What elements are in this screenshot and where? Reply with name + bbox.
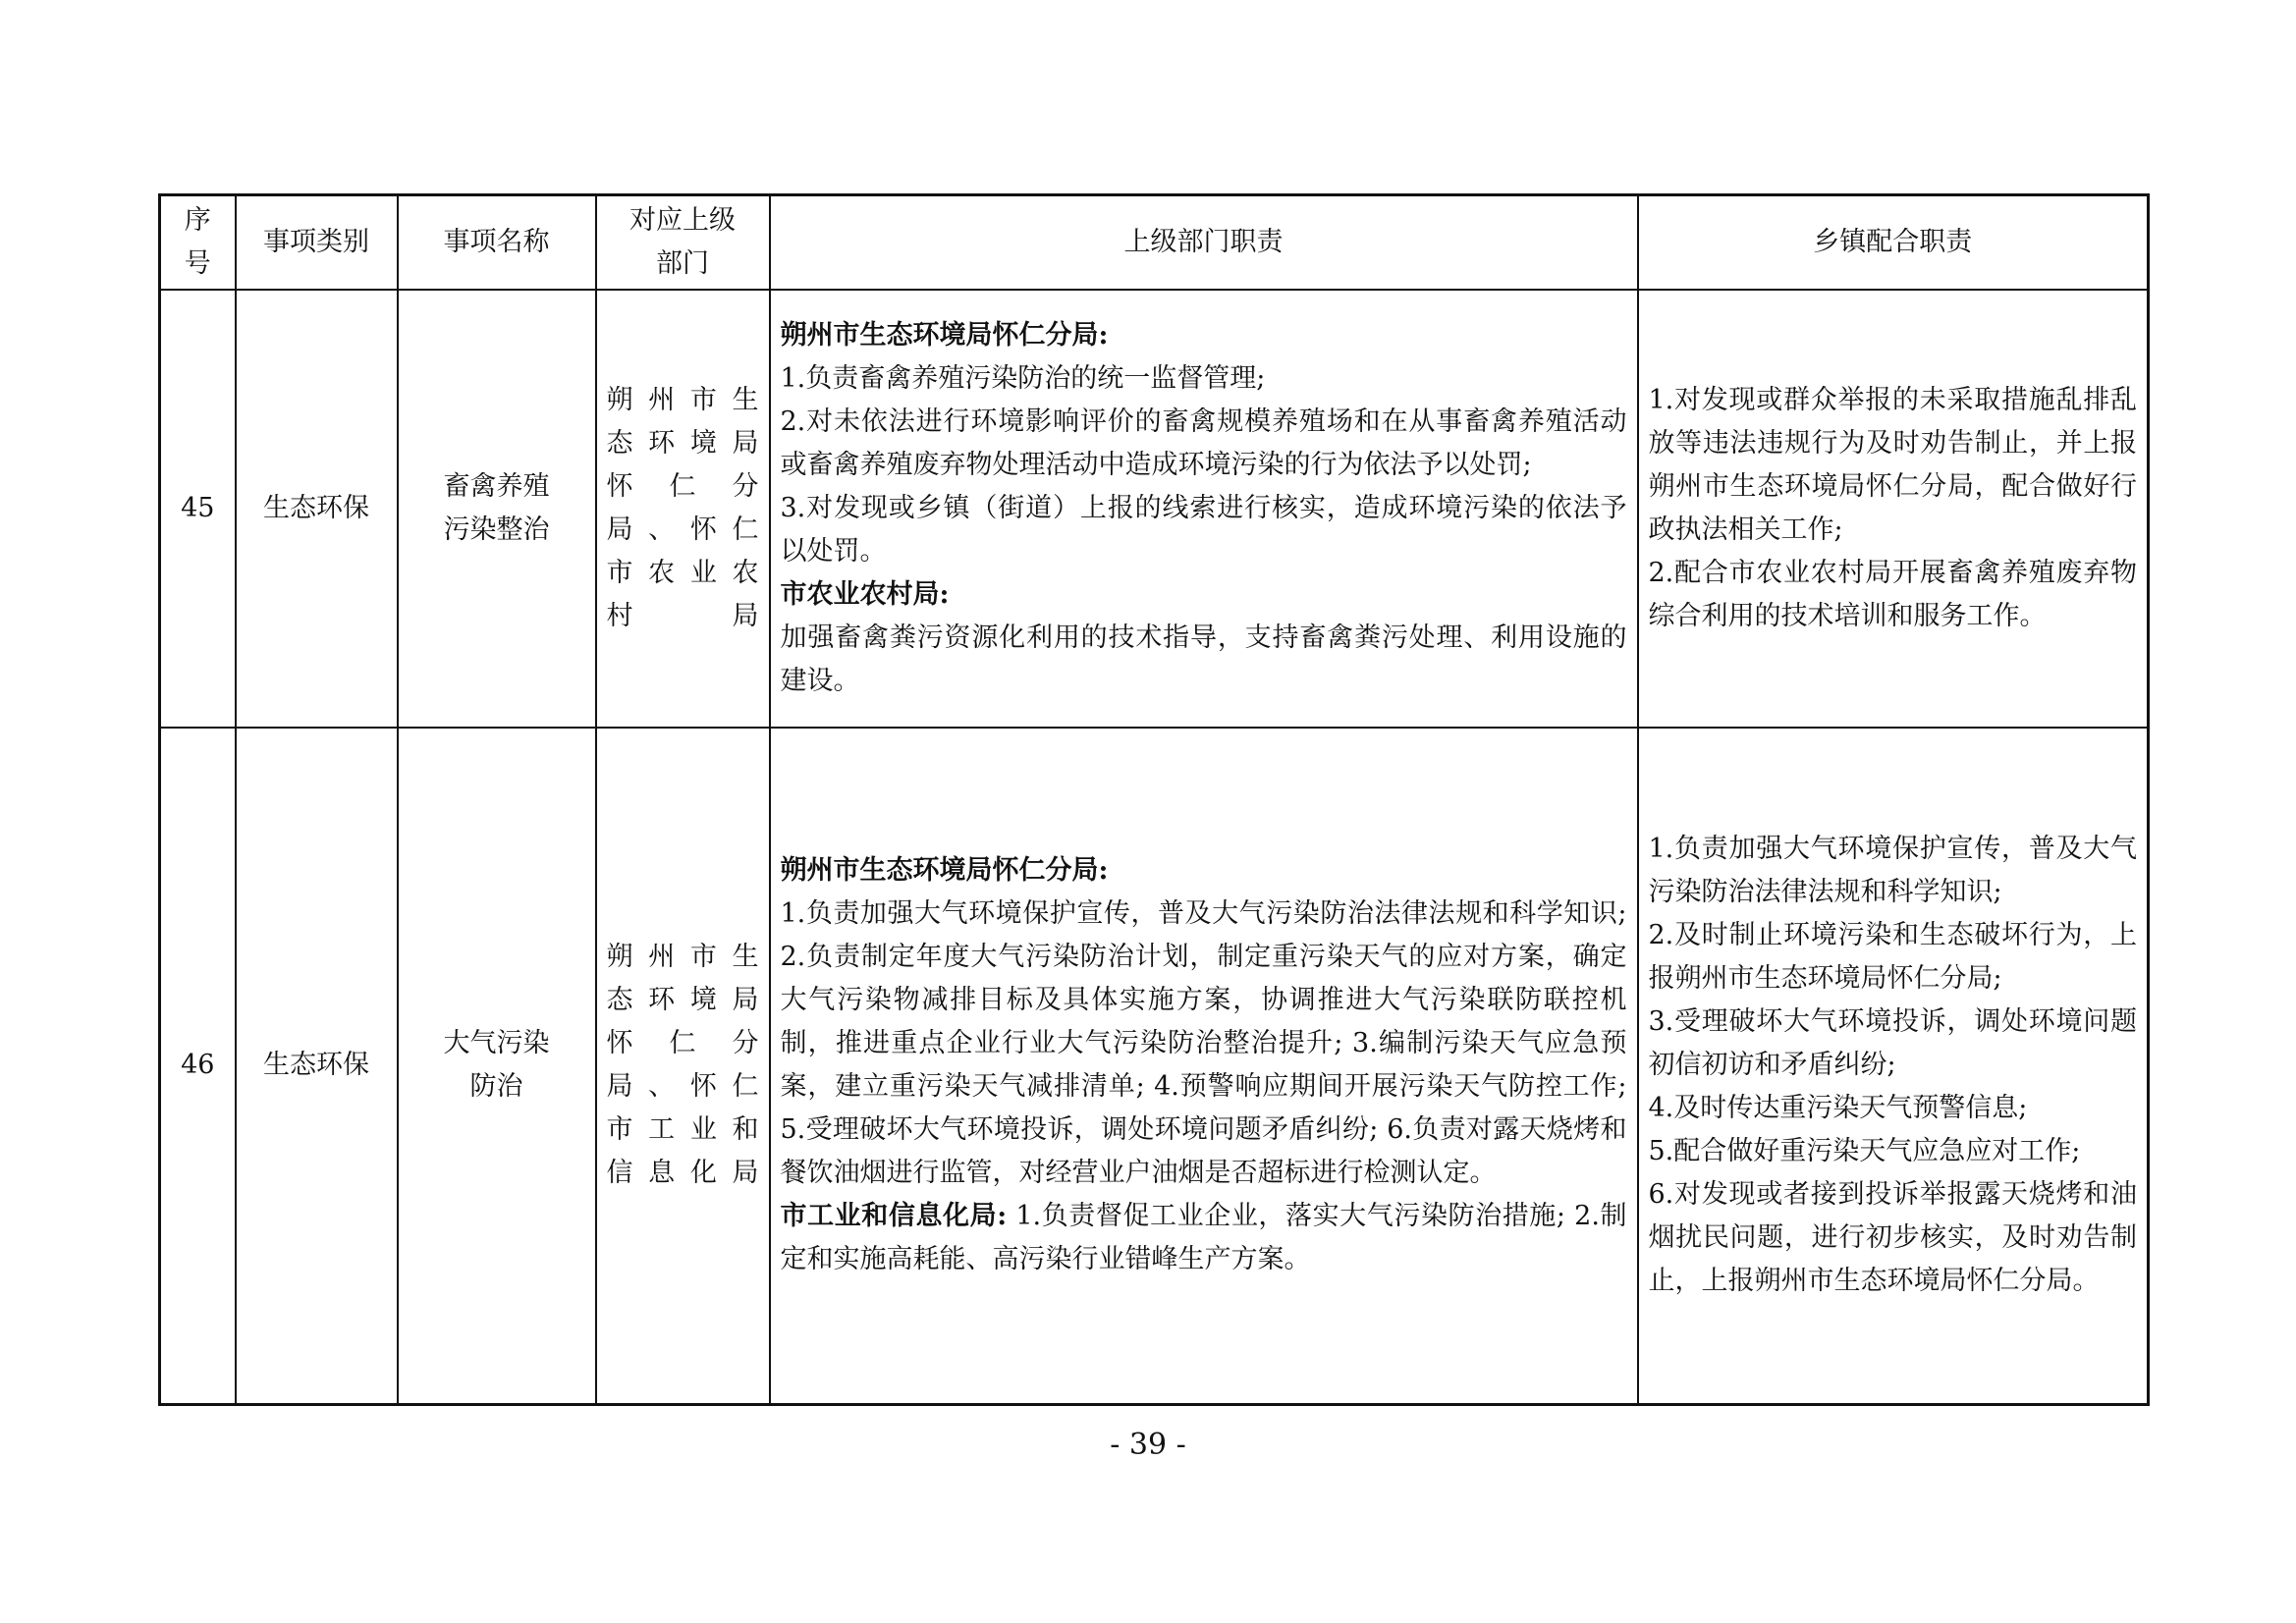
cell-seq: 46	[160, 728, 236, 1405]
table-row	[160, 728, 2149, 1405]
table-row	[160, 290, 2149, 728]
cell-upper-duty: 朔州市生态环境局怀仁分局: 1.负责畜禽养殖污染防治的统一监督管理; 2.对未依法进行环境影响评价的畜禽规模养殖场和在从事畜禽养殖活动或畜禽养殖废弃物处理活动中造成环境污染的行为依法予以处罚; 3.对发现或乡镇（街道）上报的线索进行核实，造成环境污染的依法予以处罚。 市农业农村局: 加强畜禽粪污资源化利用的技术指导，支持畜禽粪污处理、利用设施的建设。	[770, 290, 1638, 728]
header-dept: 对应上级 部门	[596, 195, 770, 290]
cell-seq: 45	[160, 290, 236, 728]
cell-dept: 朔州市生 态环境局 怀仁分 局、怀仁 市农业农 村局	[596, 290, 770, 728]
cell-dept: 朔州市生 态环境局 怀仁分 局、怀仁 市工业和 信息化局	[596, 728, 770, 1405]
cell-category: 生态环保	[236, 290, 398, 728]
page-number: - 39 -	[1110, 1428, 1186, 1462]
cell-upper-duty: 朔州市生态环境局怀仁分局: 1.负责加强大气环境保护宣传，普及大气污染防治法律法规和科学知识; 2.负责制定年度大气污染防治计划，制定重污染天气的应对方案，确定大气污染物减排目标及具体实施方案，协调推进大气污染联防联控机制，推进重点企业行业大气污染防治整治提升; 3.编制污染天气应急预案，建立重污染天气减排清单; 4.预警响应期间开展污染天气防控工作; 5.受理破坏大气环境投诉，调处环境问题矛盾纠纷; 6.负责对露天烧烤和餐饮油烟进行监管，对经营业户油烟是否超标进行检测认定。 市工业和信息化局: 1.负责督促工业企业，落实大气污染防治措施; 2.制定和实施高耗能、高污染行业错峰生产方案。	[770, 728, 1638, 1405]
header-town-duty: 乡镇配合职责	[1638, 195, 2149, 290]
duty-table	[158, 193, 2150, 1406]
cell-category: 生态环保	[236, 728, 398, 1405]
header-category: 事项类别	[236, 195, 398, 290]
cell-name: 大气污染 防治	[398, 728, 596, 1405]
cell-town-duty: 1.对发现或群众举报的未采取措施乱排乱放等违法违规行为及时劝告制止，并上报朔州市生态环境局怀仁分局，配合做好行政执法相关工作; 2.配合市农业农村局开展畜禽养殖废弃物综合利用的技术培训和服务工作。	[1638, 290, 2149, 728]
table-header-row	[160, 195, 2149, 290]
cell-name: 畜禽养殖 污染整治	[398, 290, 596, 728]
cell-town-duty: 1.负责加强大气环境保护宣传，普及大气污染防治法律法规和科学知识; 2.及时制止环境污染和生态破坏行为，上报朔州市生态环境局怀仁分局; 3.受理破坏大气环境投诉，调处环境问题初信初访和矛盾纠纷; 4.及时传达重污染天气预警信息; 5.配合做好重污染天气应急应对工作; 6.对发现或者接到投诉举报露天烧烤和油烟扰民问题，进行初步核实，及时劝告制止，上报朔州市生态环境局怀仁分局。	[1638, 728, 2149, 1405]
header-upper-duty: 上级部门职责	[770, 195, 1638, 290]
header-name: 事项名称	[398, 195, 596, 290]
header-seq: 序 号	[160, 195, 236, 290]
